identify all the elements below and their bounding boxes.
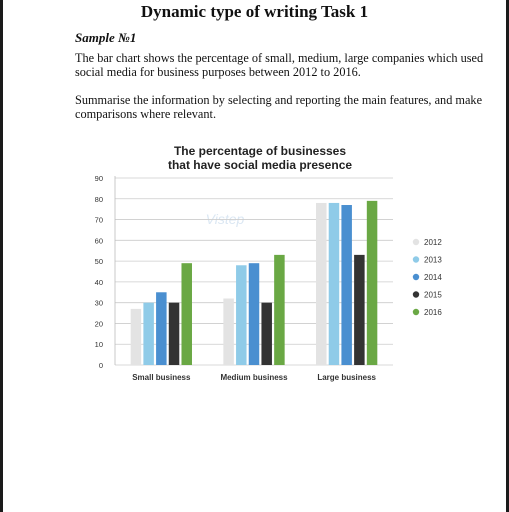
x-category-label: Small business [132,373,191,382]
bar [261,303,272,365]
bar [341,205,352,365]
bar [236,265,247,365]
legend-marker [413,274,419,280]
y-tick-label: 0 [98,361,103,370]
y-tick-label: 20 [94,319,103,329]
y-tick-label: 10 [94,340,103,350]
bar [223,299,234,365]
legend-label: 2016 [424,308,442,317]
task-instructions: Summarise the information by selecting and reporting the main features, and make comparisons where relevant. [75,93,483,121]
bar [249,263,260,365]
legend-marker [413,256,419,262]
task-description: The bar chart shows the percentage of small, medium, large companies which used social media for business purposes between 2012 to 2016. [75,51,484,79]
bar-chart [60,140,480,390]
legend-marker [413,291,419,297]
y-tick-label: 60 [94,236,103,246]
bar [316,203,327,365]
chart-title-line1: The percentage of businesses [173,144,347,158]
legend-label: 2015 [424,290,442,300]
bar [143,303,154,365]
y-tick-label: 70 [94,215,103,225]
x-category-label: Large business [317,373,377,382]
legend-label: 2013 [424,255,442,265]
legend-label: 2014 [424,273,442,282]
bar [131,309,142,365]
bar [169,303,180,365]
chart-svg [60,140,480,390]
y-tick-label: 80 [94,194,103,204]
legend-marker [413,239,419,245]
bar [367,201,378,365]
bar [156,292,167,365]
page-title: Dynamic type of writing Task 1 [140,2,369,21]
legend-marker [413,309,419,315]
x-category-label: Medium business [220,373,288,382]
y-tick-label: 40 [94,277,103,287]
y-tick-label: 30 [94,298,103,308]
sample-label: Sample №1 [75,30,137,45]
y-tick-label: 50 [94,257,103,267]
bar [329,203,340,365]
left-frame-border [0,0,3,512]
bar [274,255,285,365]
watermark: Vistep [205,211,245,227]
bar [354,255,365,365]
y-tick-label: 90 [94,174,103,183]
legend-label: 2012 [424,238,442,247]
chart-title-line2: that have social media presence [167,158,353,172]
bar [181,263,192,365]
